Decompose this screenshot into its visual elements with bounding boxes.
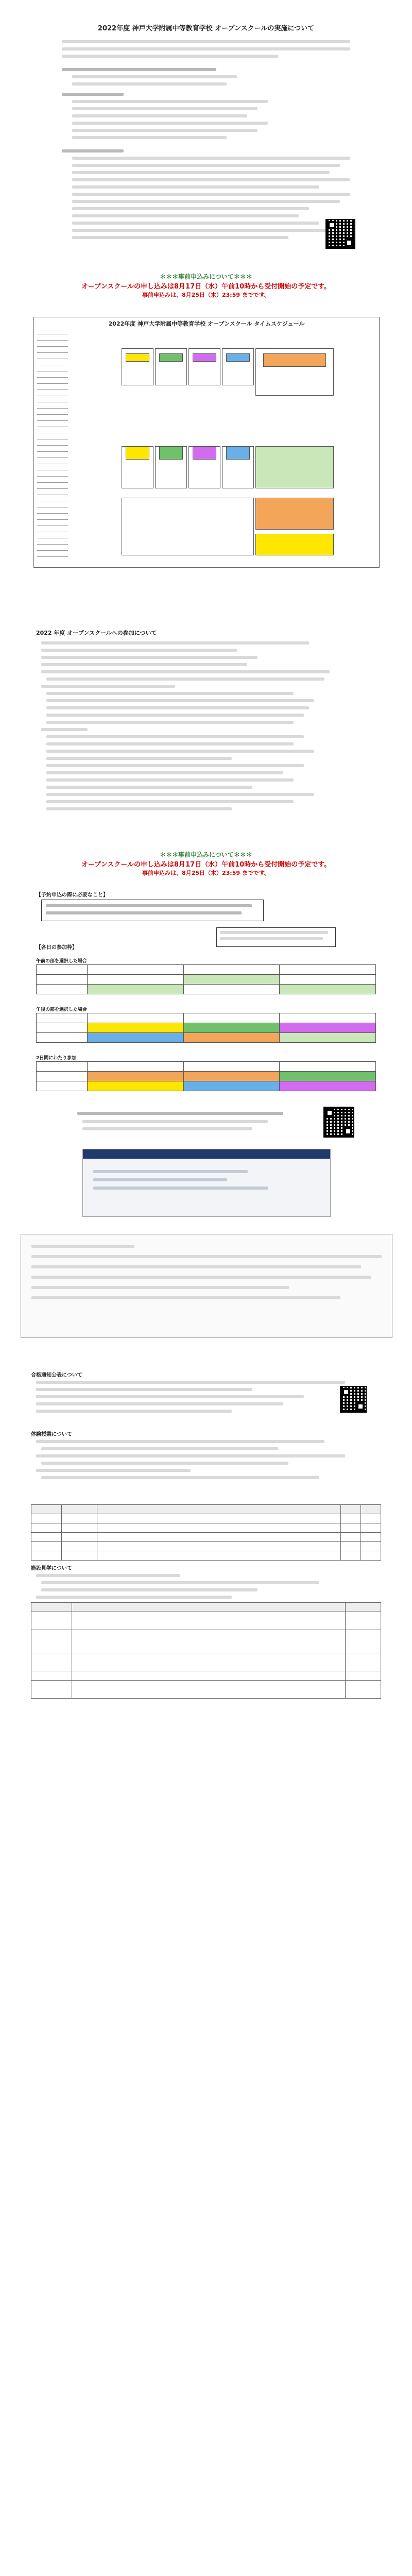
notice-line-3: 事前申込みは、8月25日（木）23:59 までです。 (142, 870, 270, 876)
qr-code[interactable] (325, 219, 355, 249)
day3-label: 2日間にわたり参加 (36, 1056, 77, 1061)
session-note (216, 927, 336, 947)
session-block (122, 498, 254, 555)
qr-code[interactable] (340, 1386, 367, 1413)
session-block (126, 446, 149, 460)
reservation-heading: 【予約申込の際に必要なこと】 (36, 892, 108, 898)
session-block (255, 446, 334, 488)
session-table (36, 1013, 376, 1043)
session-block (159, 353, 183, 362)
session-block (126, 353, 149, 362)
section-heading: 体験授業について (31, 1432, 72, 1437)
session-block (159, 446, 183, 460)
session-block (226, 446, 250, 460)
section-heading: 2022 年度 オープンスクールへの参加について (36, 630, 157, 636)
session-block (226, 353, 250, 362)
website-screenshot (82, 1149, 331, 1217)
session-block (263, 353, 326, 367)
notice-line-1: ＊＊＊事前申込みについて＊＊＊ (160, 851, 252, 858)
session-block (255, 498, 334, 530)
session-table (36, 1061, 376, 1091)
session-block (193, 353, 216, 362)
notice-line-2: オープンスクールの申し込みは8月17日（水）午前10時から受付開始の予定です。 (81, 861, 331, 869)
timetable (33, 317, 380, 568)
day1-label: 午前の部を選択した場合 (36, 959, 88, 964)
notice-line-2: オープンスクールの申し込みは8月17日（水）午前10時から受付開始の予定です。 (81, 283, 331, 291)
notice-line-1: ＊＊＊事前申込みについて＊＊＊ (160, 273, 252, 280)
section-heading: 合格通知公表について (31, 1372, 82, 1378)
reservation-box (41, 900, 264, 921)
day2-label: 午後の部を選択した場合 (36, 1007, 88, 1012)
session-table (36, 964, 376, 994)
website-screenshot (21, 1234, 392, 1338)
notice-block-2 (0, 850, 412, 877)
page-title: 2022年度 神戸大学附属中等教育学校 オープンスクールの実施について (97, 25, 315, 32)
session-block (193, 446, 216, 460)
facility-table (31, 1602, 381, 1699)
session-heading: 【各日の参加枠】 (36, 945, 77, 951)
info-table (31, 1504, 381, 1561)
timetable-title: 2022年度 神戸大学附属中等教育学校 オープンスクール タイムスケジュール (108, 320, 305, 327)
section-heading: 施設見学について (31, 1566, 72, 1571)
notice-line-3: 事前申込みは、8月25日（木）23:59 までです。 (142, 292, 270, 298)
notice-block (0, 272, 412, 299)
session-block (255, 534, 334, 555)
qr-code[interactable] (323, 1107, 354, 1138)
